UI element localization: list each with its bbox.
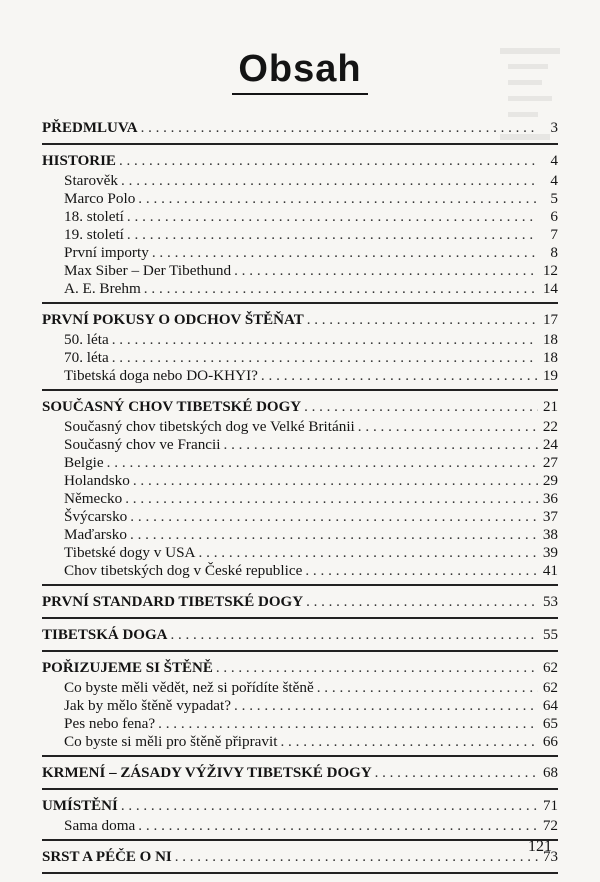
toc-chapter-page: 71 xyxy=(543,798,558,814)
toc-chapter-label: HISTORIE xyxy=(42,153,116,169)
toc-subchapter xyxy=(42,454,558,472)
toc-subchapter xyxy=(42,280,558,298)
toc-chapter-label: PŘEDMLUVA xyxy=(42,120,138,136)
toc-section xyxy=(42,619,558,652)
toc-subchapter-label: Tibetské dogy v USA xyxy=(64,544,196,561)
dot-leader xyxy=(138,190,538,208)
toc-chapter-label: POŘIZUJEME SI ŠTĚNĚ xyxy=(42,660,213,676)
toc-chapter xyxy=(42,796,558,817)
toc-subchapter xyxy=(42,208,558,226)
toc-section xyxy=(42,757,558,790)
toc-subchapter-label: A. E. Brehm xyxy=(64,280,141,297)
toc-subchapter-page: 14 xyxy=(542,280,558,297)
dot-leader xyxy=(112,349,538,367)
dot-leader xyxy=(144,280,538,298)
toc-chapter-page: 68 xyxy=(543,765,558,781)
toc-chapter-label: PRVNÍ POKUSY O ODCHOV ŠTĚŇAT xyxy=(42,312,304,328)
toc-chapter-label: SRST A PÉČE O NI xyxy=(42,849,172,865)
toc-subchapter-label: Starověk xyxy=(64,172,118,189)
toc-subchapter-page: 22 xyxy=(542,418,558,435)
toc-chapter xyxy=(42,151,558,172)
toc-subchapter-page: 64 xyxy=(542,697,558,714)
toc-chapter-page: 3 xyxy=(550,120,558,136)
toc-subchapter-page: 37 xyxy=(542,508,558,525)
toc-subchapter-label: Pes nebo fena? xyxy=(64,715,156,732)
toc-chapter xyxy=(42,592,558,613)
dot-leader xyxy=(175,847,538,868)
toc-chapter-label: SOUČASNÝ CHOV TIBETSKÉ DOGY xyxy=(42,399,302,415)
toc-subchapter-page: 6 xyxy=(550,208,558,225)
dot-leader xyxy=(305,562,538,580)
toc-subchapter-label: Marco Polo xyxy=(64,190,136,207)
toc-subchapter xyxy=(42,349,558,367)
toc-subchapter-page: 18 xyxy=(542,349,558,366)
toc-chapter xyxy=(42,118,558,139)
toc-chapter-page: 55 xyxy=(543,627,558,643)
page-number: 121 xyxy=(528,838,552,855)
dot-leader xyxy=(127,208,538,226)
toc-subchapter-page: 7 xyxy=(550,226,558,243)
toc-subchapter-page: 62 xyxy=(542,679,558,696)
dot-leader xyxy=(280,733,538,751)
dot-leader xyxy=(216,658,538,679)
toc-subchapter-label: Belgie xyxy=(64,454,104,471)
toc-subchapter-label: Sama doma xyxy=(64,817,136,834)
dot-leader xyxy=(306,592,538,613)
dot-leader xyxy=(127,226,538,244)
dot-leader xyxy=(130,526,538,544)
toc-subchapter xyxy=(42,490,558,508)
toc-subchapter xyxy=(42,418,558,436)
toc-section xyxy=(42,790,558,841)
toc-subchapter xyxy=(42,697,558,715)
toc-subchapter xyxy=(42,562,558,580)
toc-subchapter-label: Jak by mělo štěně vypadat? xyxy=(64,697,232,714)
toc-subchapter-page: 36 xyxy=(542,490,558,507)
toc-subchapter xyxy=(42,508,558,526)
toc-chapter-label: KRMENÍ – ZÁSADY VÝŽIVY TIBETSKÉ DOGY xyxy=(42,765,372,781)
table-of-contents xyxy=(42,112,558,874)
toc-subchapter xyxy=(42,172,558,190)
toc-subchapter-label: Tibetská doga nebo DO-KHYI? xyxy=(64,367,258,384)
toc-subchapter-page: 18 xyxy=(542,331,558,348)
toc-chapter-page: 4 xyxy=(550,153,558,169)
toc-subchapter xyxy=(42,436,558,454)
toc-subchapter-label: Co byste si měli pro štěně připravit xyxy=(64,733,278,750)
toc-chapter xyxy=(42,763,558,784)
toc-section xyxy=(42,304,558,391)
toc-subchapter-page: 41 xyxy=(542,562,558,579)
toc-subchapter-page: 66 xyxy=(542,733,558,750)
toc-subchapter-page: 38 xyxy=(542,526,558,543)
dot-leader xyxy=(130,508,538,526)
toc-subchapter-page: 27 xyxy=(542,454,558,471)
dot-leader xyxy=(107,454,538,472)
toc-subchapter xyxy=(42,190,558,208)
toc-subchapter-page: 24 xyxy=(542,436,558,453)
toc-subchapter-label: 18. století xyxy=(64,208,124,225)
toc-subchapter-label: Holandsko xyxy=(64,472,130,489)
dot-leader xyxy=(112,331,538,349)
dot-leader xyxy=(234,697,538,715)
toc-chapter xyxy=(42,625,558,646)
toc-subchapter-page: 29 xyxy=(542,472,558,489)
toc-section xyxy=(42,112,558,145)
toc-chapter-label: PRVNÍ STANDARD TIBETSKÉ DOGY xyxy=(42,594,304,610)
dot-leader xyxy=(158,715,538,733)
toc-subchapter-page: 4 xyxy=(550,172,558,189)
toc-subchapter xyxy=(42,733,558,751)
toc-subchapter xyxy=(42,526,558,544)
toc-subchapter-label: Německo xyxy=(64,490,123,507)
toc-subchapter xyxy=(42,367,558,385)
toc-subchapter-label: Chov tibetských dog v České republice xyxy=(64,562,303,579)
toc-subchapter xyxy=(42,244,558,262)
toc-subchapter-label: Co byste měli vědět, než si pořídíte štěně xyxy=(64,679,314,696)
dot-leader xyxy=(317,679,538,697)
page-title: Obsah xyxy=(232,48,367,95)
toc-chapter-page: 17 xyxy=(543,312,558,328)
dot-leader xyxy=(358,418,538,436)
toc-subchapter-label: Max Siber – Der Tibethund xyxy=(64,262,232,279)
dot-leader xyxy=(307,310,538,331)
toc-section xyxy=(42,145,558,304)
toc-subchapter xyxy=(42,226,558,244)
toc-subchapter xyxy=(42,817,558,835)
toc-subchapter xyxy=(42,262,558,280)
dot-leader xyxy=(261,367,538,385)
toc-subchapter-label: První importy xyxy=(64,244,149,261)
dot-leader xyxy=(304,397,538,418)
toc-chapter xyxy=(42,310,558,331)
toc-subchapter-label: 70. léta xyxy=(64,349,109,366)
toc-subchapter-page: 65 xyxy=(542,715,558,732)
dot-leader xyxy=(234,262,538,280)
toc-chapter xyxy=(42,658,558,679)
toc-section xyxy=(42,652,558,757)
dot-leader xyxy=(152,244,538,262)
toc-subchapter xyxy=(42,715,558,733)
dot-leader xyxy=(223,436,538,454)
toc-subchapter xyxy=(42,331,558,349)
toc-section xyxy=(42,391,558,586)
dot-leader xyxy=(375,763,538,784)
toc-chapter-page: 73 xyxy=(543,849,558,865)
toc-chapter-page: 53 xyxy=(543,594,558,610)
toc-section xyxy=(42,586,558,619)
toc-chapter-page: 62 xyxy=(543,660,558,676)
toc-chapter-label: UMÍSTĚNÍ xyxy=(42,798,118,814)
dot-leader xyxy=(141,118,538,139)
toc-chapter-page: 21 xyxy=(543,399,558,415)
toc-subchapter-label: Švýcarsko xyxy=(64,508,128,525)
dot-leader xyxy=(199,544,538,562)
dot-leader xyxy=(119,151,538,172)
toc-subchapter-page: 72 xyxy=(542,817,558,834)
toc-chapter xyxy=(42,397,558,418)
toc-subchapter-page: 12 xyxy=(542,262,558,279)
toc-chapter-label: TIBETSKÁ DOGA xyxy=(42,627,168,643)
dot-leader xyxy=(138,817,538,835)
toc-subchapter-label: Současný chov ve Francii xyxy=(64,436,221,453)
toc-subchapter-page: 8 xyxy=(550,244,558,261)
toc-subchapter xyxy=(42,472,558,490)
toc-subchapter-page: 39 xyxy=(542,544,558,561)
toc-chapter xyxy=(42,847,558,868)
toc-section xyxy=(42,841,558,874)
toc-subchapter-label: 19. století xyxy=(64,226,124,243)
dot-leader xyxy=(125,490,538,508)
toc-subchapter-label: 50. léta xyxy=(64,331,109,348)
dot-leader xyxy=(121,796,538,817)
toc-subchapter xyxy=(42,544,558,562)
toc-subchapter-page: 5 xyxy=(550,190,558,207)
toc-subchapter-label: Současný chov tibetských dog ve Velké Británii xyxy=(64,418,355,435)
dot-leader xyxy=(133,472,538,490)
dot-leader xyxy=(170,625,538,646)
toc-subchapter-label: Maďarsko xyxy=(64,526,127,543)
toc-subchapter xyxy=(42,679,558,697)
dot-leader xyxy=(121,172,538,190)
toc-subchapter-page: 19 xyxy=(542,367,558,384)
